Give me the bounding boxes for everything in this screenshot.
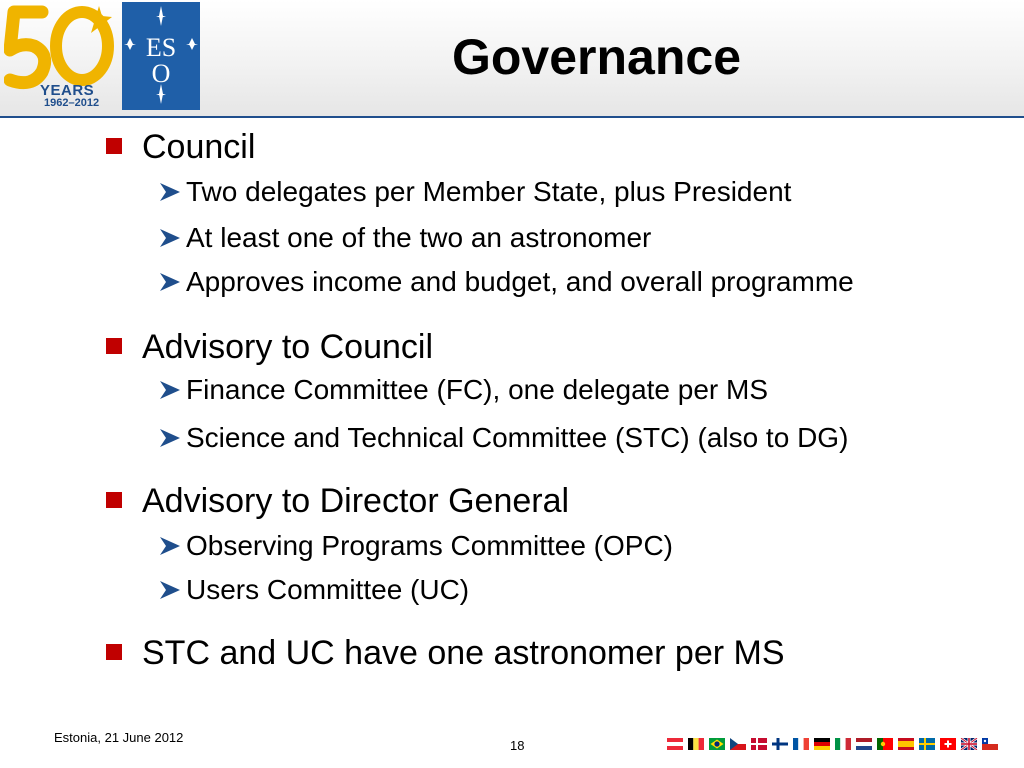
bullet-stc-uc	[106, 634, 785, 673]
sub-bullet	[158, 422, 848, 454]
eso-text-top: ES	[145, 33, 177, 62]
arrow-bullet-icon	[158, 271, 186, 293]
red-square-bullet-icon	[106, 644, 122, 660]
sub-bullet-text: Users Committee (UC)	[186, 574, 470, 605]
flag-netherlands-icon	[856, 738, 872, 750]
sub-bullet-text: At least one of the two an astronomer	[186, 222, 652, 253]
arrow-bullet-icon	[158, 227, 186, 249]
sub-bullet	[158, 374, 768, 406]
sub-bullet	[158, 574, 469, 606]
arrow-bullet-icon	[158, 535, 186, 557]
sub-bullet-text: Science and Technical Committee (STC) (also to DG)	[186, 422, 849, 453]
bullet-text: STC and UC have one astronomer per MS	[142, 634, 785, 672]
slide-title: Governance	[452, 29, 742, 85]
red-square-bullet-icon	[106, 138, 122, 154]
arrow-bullet-icon	[158, 181, 186, 203]
member-state-flags-icon	[667, 738, 1017, 750]
red-square-bullet-icon	[106, 338, 122, 354]
bullet-text: Advisory to Council	[142, 328, 434, 366]
footer-location-date: Estonia, 21 June 2012	[54, 730, 184, 745]
eso-text-bottom: O	[151, 59, 171, 88]
flag-germany-icon	[814, 738, 830, 750]
sub-bullet	[158, 530, 673, 562]
flag-switzerland-icon	[940, 738, 956, 750]
eso-logo	[122, 2, 200, 110]
flag-belgium-icon	[688, 738, 704, 750]
arrow-bullet-icon	[158, 379, 186, 401]
arrow-bullet-icon	[158, 579, 186, 601]
eso-emblem-icon	[122, 2, 200, 110]
flag-austria-icon	[667, 738, 683, 750]
sub-bullet	[158, 222, 651, 254]
bullet-text: Council	[142, 128, 256, 166]
logo-years-label: YEARS	[40, 82, 95, 99]
sub-bullet-text: Two delegates per Member State, plus President	[186, 176, 792, 207]
bullet-text: Advisory to Director General	[142, 482, 570, 520]
flag-czech-icon	[730, 738, 746, 750]
flag-denmark-icon	[751, 738, 767, 750]
arrow-bullet-icon	[158, 427, 186, 449]
flag-spain-icon	[898, 738, 914, 750]
flag-chile-icon	[982, 738, 998, 750]
red-square-bullet-icon	[106, 492, 122, 508]
page-number: 18	[510, 738, 525, 753]
header-divider	[0, 116, 1024, 118]
sub-bullet	[158, 176, 791, 208]
flag-sweden-icon	[919, 738, 935, 750]
bullet-advisory-council	[106, 328, 433, 367]
flag-italy-icon	[835, 738, 851, 750]
flag-france-icon	[793, 738, 809, 750]
eso-50-years-logo	[4, 2, 120, 112]
flag-brazil-icon	[709, 738, 725, 750]
bullet-advisory-dg	[106, 482, 569, 521]
sub-bullet	[158, 266, 854, 298]
logo-years-range: 1962–2012	[44, 97, 100, 109]
sub-bullet-text: Finance Committee (FC), one delegate per MS	[186, 374, 769, 405]
sub-bullet-text: Observing Programs Committee (OPC)	[186, 530, 674, 561]
sub-bullet-text: Approves income and budget, and overall programme	[186, 266, 854, 297]
flag-portugal-icon	[877, 738, 893, 750]
bullet-council	[106, 128, 255, 167]
flag-uk-icon	[961, 738, 977, 750]
flag-finland-icon	[772, 738, 788, 750]
